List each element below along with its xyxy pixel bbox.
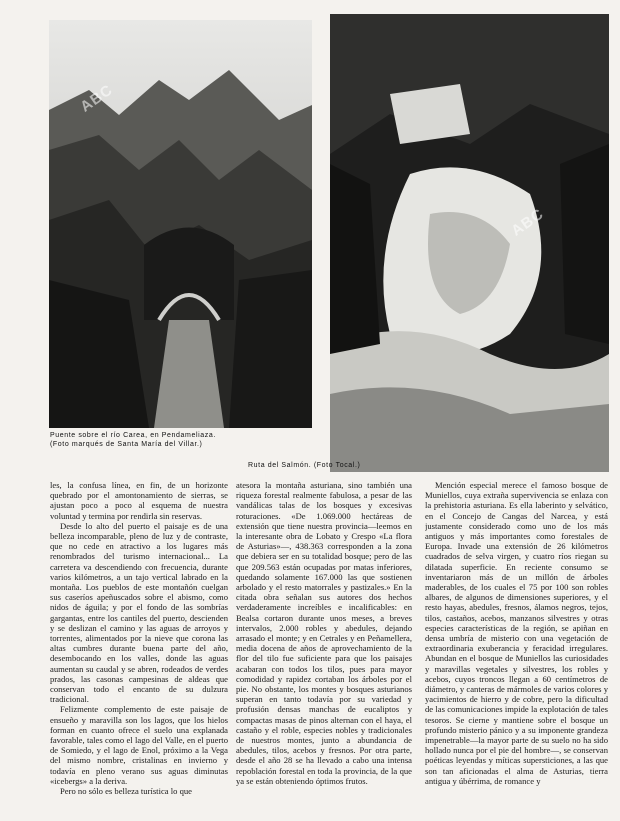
abc-watermark: ABC: [77, 81, 117, 116]
salmon-route-caption: Ruta del Salmón. (Foto Tocal.): [248, 462, 361, 469]
caption-line: Puente sobre el río Carea, en Pendameliaza.: [50, 432, 216, 439]
article-column-2: [236, 480, 412, 816]
article-column-3: [425, 480, 608, 816]
article-column-1: [50, 480, 228, 816]
bridge-photo: [49, 20, 312, 428]
article-paragraph: Desde lo alto del puerto el paisaje es de una belleza incomparable, pleno de luz y de contraste, que no cede en atractivo a los lugares más renombrados del turismo internacional... La carretera va descendiendo con frecuencia, durante varios kilómetros, a un tajo vertical labrado en la montaña. Los pueblos de este montañón cuelgan sus caseríos apeñuscados sobre el abismo, como nidos de águila; y por el fondo de las sombrías gargantas, entre los cantiles del puerto, descienden y se deslizan el camino y las aguas de arroyos y torrentes, alimentados por la nieve que corona las altas cumbres durante buena parte del año, desembocando en los valles, donde las aguas aumentan su caudal y se abren, rodeados de verdes prados, las casonas campesinas de aldeas que conservan todo el encanto de su dulzura tradicional.: [50, 520, 228, 705]
salmon-route-photo: [330, 14, 609, 472]
article-paragraph: atesora la montaña asturiana, sino también una riqueza forestal realmente fabulosa, a pesar de las vandálicas talas de los bosques y excesivas roturaciones. «De 1.069.000 hectáreas de extensión que tiene nuestra provincia—leemos en la interesante obra de Lobato y Crespo «La flora de Asturias»—, 438.363 corresponden a la zona que debiera ser en su totalidad bosque; pero de las que 209.563 están ocupadas por matas inferiores, quedando solamente 167.000 las que sostienen arbolado y el resto matorrales y pastizales.» En la citada obra señalan sus autores dos hechos verdaderamente increíbles e incalificables: en Bealsa cortaron durante unos meses, a breves intervalos, 2.000 robles y abedules, dejando arrasado el monte; y en Cetrales y en Peñamellera, media docena de años de aprovechamiento de la flor del tilo fue suficiente para que los paisajes acabaran con todos los tilos, pues para mayor comodidad y rapidez cortaban los árboles por el pie. No obstante, los montes y bosques asturianos superan en tanto todavía por su variedad y profusión densas manchas de eucaliptos y compactas masas de pinos alternan con el haya, el castaño y el roble, especies nobles y tradicionales de nuestros montes, junto a abundancia de abedules, tilos, acebos y fresnos. Por otra parte, desde el año 28 se ha llevado a cabo una intensa repoblación forestal en toda la provincia, de la que ya se están obteniendo óptimos frutos.: [236, 480, 412, 786]
article-paragraph: Mención especial merece el famoso bosque de Muniellos, cuya extraña supervivencia se enlaza con la prehistoria asturiana. Es ella laberinto y selvático, en el Concejo de Cangas del Narcea, y está justamente considerado como uno de los más antiguos y más importantes como forestales de Europa. Invade una extensión de 26 kilómetros cuadrados de selva virgen, y cuatro ríos riegan su dilatada superficie. En reciente consumo se inventariaron más de un millón de árboles maderables, de los cuales el 75 por 100 son robles albares, de algunos de dimensiones superiores, y el resto hayas, abedules, fresnos, álamos negros, tejos, tilos, castaños, acebos, manzanos silvestres y otras especies características de la región, se apiñan en densa umbría de misterio con una vegetación de extraordinaria exuberancia y feracidad irregulares. Abundan en el bosque de Muniellos las curiosidades y maravillas vegetales y silvestres, los robles y acebos, cuyos troncos llegan a 60 centímetros de diámetro, y canteras de mármoles de varios colores y yacimientos de hierro y de cobre, pero la dificultad de las comunicaciones impide la explotación de tales tesoros. Se cierne y mantiene sobre el bosque un profundo misterio pánico y a su imponente grandeza impenetrable—la mayor parte de su suelo no ha sido hollado nunca por el pie del hombre—, se conservan poéticas leyendas y míticas supersticiones, a las que son tan aficionadas el alma de Asturias, tierra antigua y úbérrima, de romance y: [425, 480, 608, 786]
caption-line: (Foto marqués de Santa María del Villar.): [50, 441, 203, 448]
article-paragraph: Pero no sólo es belleza turística lo que: [60, 786, 192, 797]
bridge-photo-caption: [50, 431, 216, 449]
article-paragraph: Felizmente complemento de este paisaje de ensueño y maravilla son los lagos, que los hielos forman en cuanto ofrece el suelo una explanada favorable, tales como el lago del Valle, en el puerto de Somiedo, y el lago de Enol, próximo a la Vega del mismo nombre, cristalinas en invierno y todavía en pleno verano sus aguas diminutas «icebergs» a la deriva.: [50, 704, 228, 786]
bridge-photo-image: [49, 20, 312, 428]
abc-watermark: ABC: [508, 205, 548, 240]
salmon-route-photo-image: [330, 14, 609, 472]
article-paragraph: les, la confusa línea, en fin, de un horizonte quebrado por el amontonamiento de sierras, se ajustan poco a poco al esquema de nuestra voluntad y termina por rendirla sin reservas.: [50, 480, 228, 521]
